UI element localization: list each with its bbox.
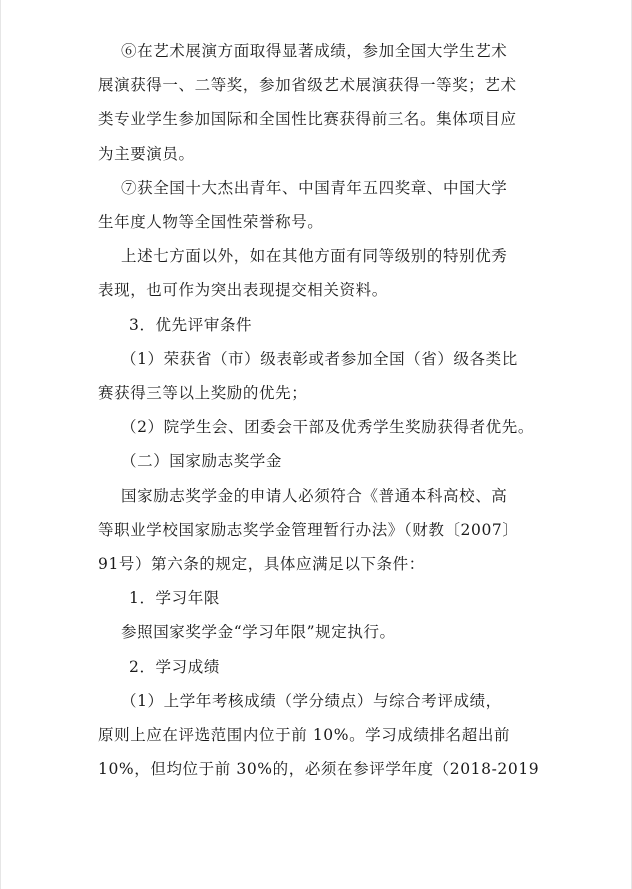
- paragraph: [98, 34, 548, 171]
- text-line: 参照国家奖学金“学习年限”规定执行。: [121, 623, 396, 642]
- text-line: 生年度人物等全国性荣誉称号。: [98, 213, 324, 232]
- text-line: 等职业学校国家励志奖学金管理暂行办法》（财教〔2007〕: [98, 520, 519, 539]
- paragraph: [98, 581, 548, 615]
- text-line: （二）国家励志奖学金: [121, 452, 283, 471]
- text-line: 91号）第六条的规定，具体应满足以下条件：: [98, 555, 425, 574]
- paragraph: [98, 684, 548, 787]
- paragraph: [98, 308, 548, 342]
- text-line: （1）荣获省（市）级表彰或者参加全国（省）级各类比: [121, 349, 518, 368]
- text-line: 1．学习年限: [129, 589, 220, 608]
- paragraph: [98, 615, 548, 649]
- text-line: （1）上学年考核成绩（学分绩点）与综合考评成绩，: [121, 691, 502, 710]
- text-line: 表现，也可作为突出表现提交相关资料。: [98, 281, 388, 300]
- text-line: 2．学习成绩: [129, 657, 220, 676]
- text-line: 为主要演员。: [98, 144, 195, 163]
- paragraph: [98, 239, 548, 307]
- paragraph: [98, 410, 548, 444]
- document-body: [98, 34, 548, 786]
- text-line: 国家励志奖学金的申请人必须符合《普通本科高校、高: [121, 486, 508, 505]
- paragraph: [98, 444, 548, 478]
- text-line: ⑥在艺术展演方面取得显著成绩，参加全国大学生艺术: [121, 42, 508, 60]
- text-line: 赛获得三等以上奖励的优先；: [98, 384, 308, 403]
- paragraph: [98, 342, 548, 410]
- text-line: （2）院学生会、团委会干部及优秀学生奖励获得者优先。: [121, 418, 534, 437]
- text-line: 原则上应在评选范围内位于前 10%。学习成绩排名超出前: [98, 726, 511, 745]
- paragraph: [98, 650, 548, 684]
- text-line: 10%，但均位于前 30%的，必须在参评学年度（2018-2019: [98, 760, 540, 779]
- text-line: 上述七方面以外，如在其他方面有同等级别的特别优秀: [121, 247, 508, 266]
- text-line: 展演获得一、二等奖，参加省级艺术展演获得一等奖；艺术: [98, 76, 517, 95]
- paragraph: [98, 171, 548, 239]
- text-line: ⑦获全国十大杰出青年、中国青年五四奖章、中国大学: [121, 178, 508, 197]
- text-line: 3．优先评审条件: [129, 315, 253, 334]
- text-line: 类专业学生参加国际和全国性比赛获得前三名。集体项目应: [98, 110, 517, 129]
- paragraph: [98, 479, 548, 582]
